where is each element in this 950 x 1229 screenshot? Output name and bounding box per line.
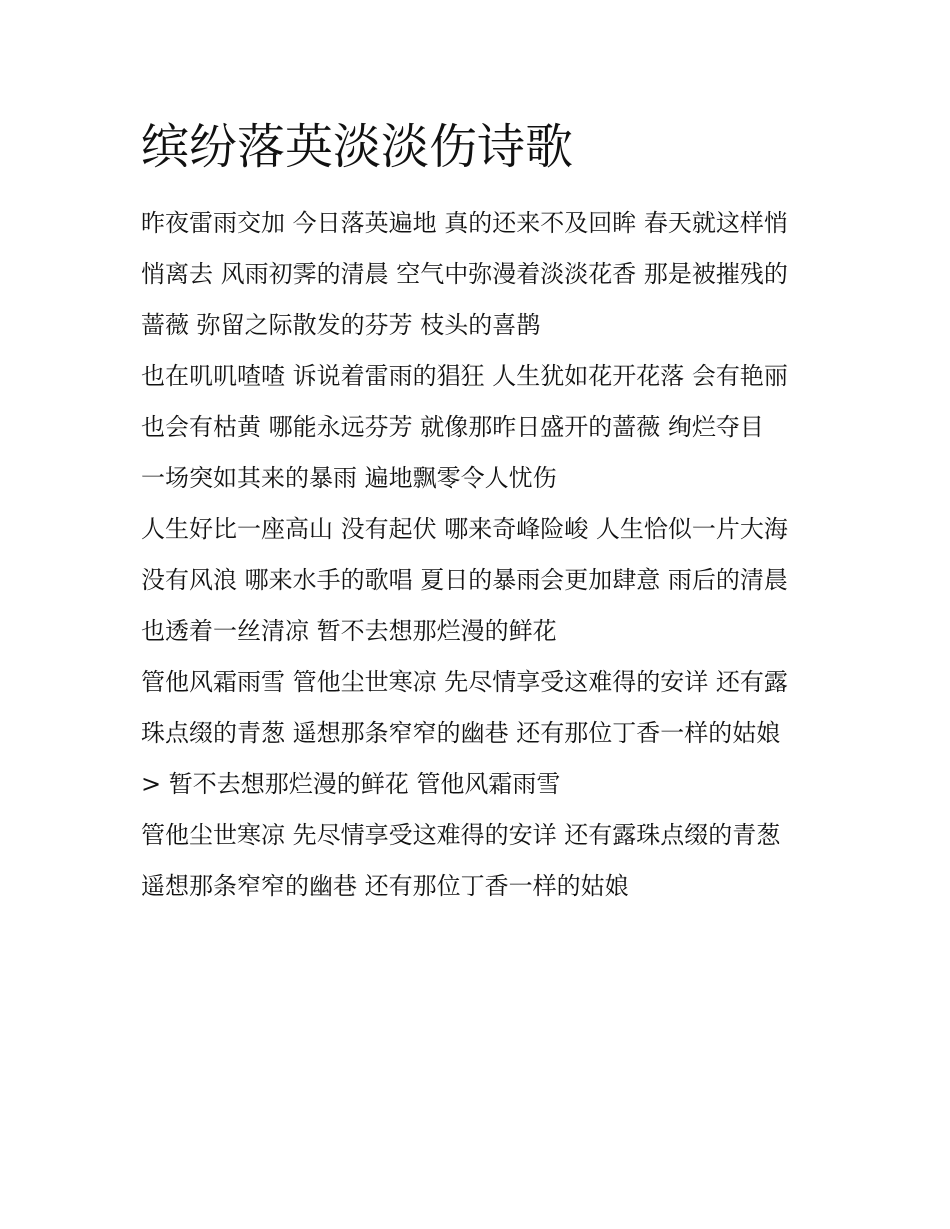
- document-page: [141, 112, 821, 912]
- text-line: 管他风霜雨雪 管他尘世寒凉 先尽情享受这难得的安详 还有露: [141, 668, 788, 696]
- document-body: [141, 198, 821, 912]
- text-line: 遥想那条窄窄的幽巷 还有那位丁香一样的姑娘: [141, 872, 629, 900]
- text-line: 蔷薇 弥留之际散发的芬芳 枝头的喜鹊: [141, 311, 541, 339]
- text-line: 也透着一丝清凉 暂不去想那烂漫的鲜花: [141, 617, 557, 645]
- document-title: 缤纷落英淡淡伤诗歌: [141, 119, 574, 175]
- text-line: 一场突如其来的暴雨 遍地飘零令人忧伤: [141, 464, 557, 492]
- text-line: 也会有枯黄 哪能永远芬芳 就像那昨日盛开的蔷薇 绚烂夺目: [141, 413, 764, 441]
- text-line: 管他尘世寒凉 先尽情享受这难得的安详 还有露珠点缀的青葱: [141, 821, 781, 849]
- text-line: 没有风浪 哪来水手的歌唱 夏日的暴雨会更加肆意 雨后的清晨: [141, 566, 788, 594]
- text-line: > 暂不去想那烂漫的鲜花 管他风霜雨雪: [141, 770, 561, 798]
- text-line: 悄离去 风雨初霁的清晨 空气中弥漫着淡淡花香 那是被摧残的: [141, 260, 788, 288]
- text-line: 也在叽叽喳喳 诉说着雷雨的猖狂 人生犹如花开花落 会有艳丽: [141, 362, 788, 390]
- text-line: 昨夜雷雨交加 今日落英遍地 真的还来不及回眸 春天就这样悄: [141, 209, 788, 237]
- text-line: 人生好比一座高山 没有起伏 哪来奇峰险峻 人生恰似一片大海: [141, 515, 788, 543]
- text-line: 珠点缀的青葱 遥想那条窄窄的幽巷 还有那位丁香一样的姑娘: [141, 719, 781, 747]
